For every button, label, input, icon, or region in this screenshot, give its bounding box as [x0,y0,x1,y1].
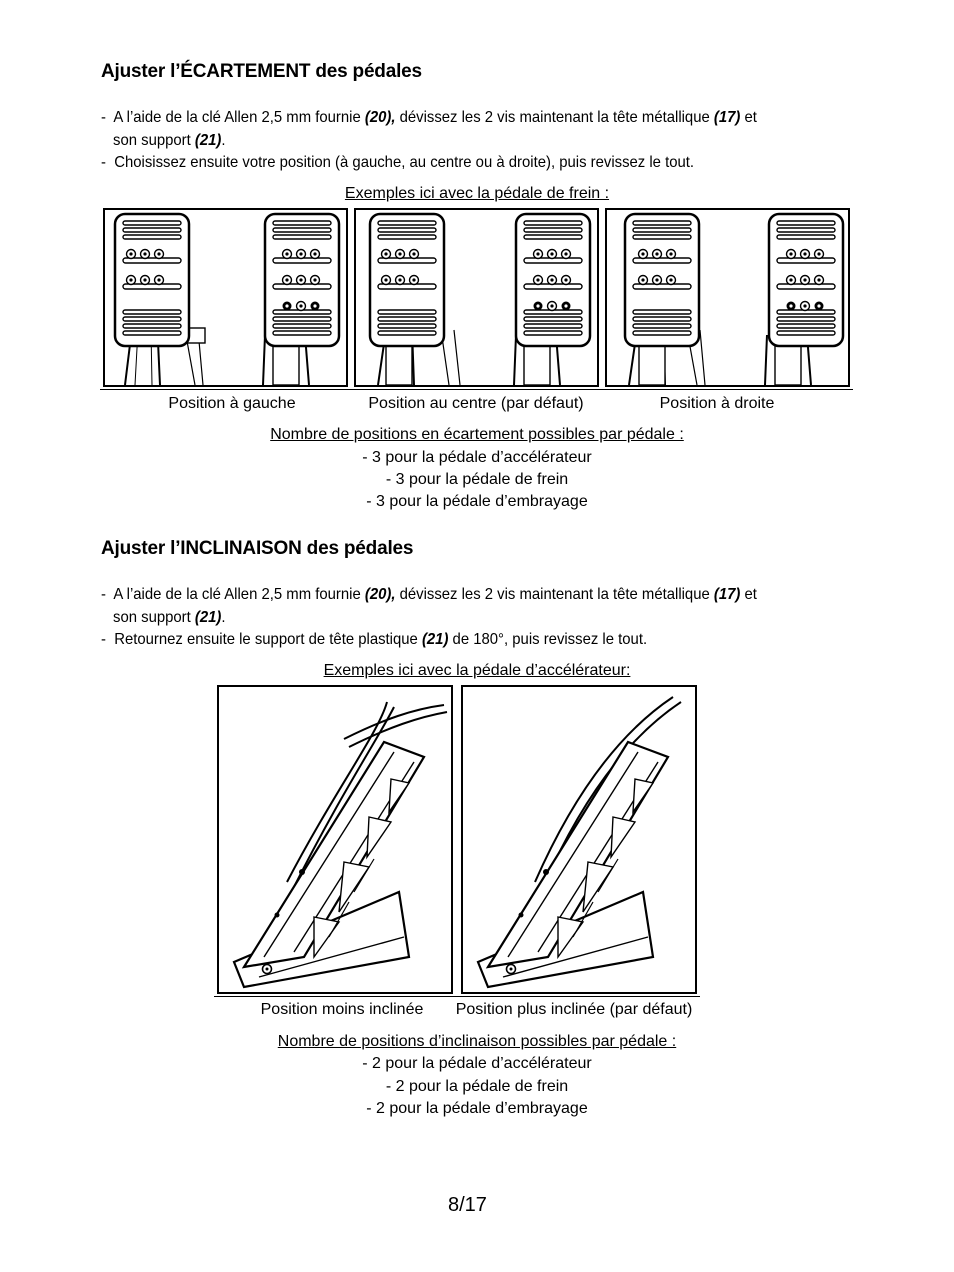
instruction-text: A l’aide de la clé Allen 2,5 mm fournie [113,586,365,603]
count-heading: Nombre de positions d’inclinaison possibles par pédale : [277,1033,677,1050]
part-ref: (17) [713,586,741,603]
caption-right: Position à droite [659,395,775,412]
instruction-text: dévissez les 2 vis maintenant la tête métallique [395,109,714,126]
section-title-inclination: Ajuster l’INCLINAISON des pédales [101,538,414,559]
examples-heading: Exemples ici avec la pédale d’accélérateur: [323,662,631,679]
instruction-text: dévissez les 2 vis maintenant la tête métallique [395,586,714,603]
instruction-line: - Choisissez ensuite votre position (à gauche, au centre ou à droite), puis revissez le tout. [101,154,695,171]
caption-rule [100,389,853,390]
brake-center-illustration [354,208,599,387]
instruction-text: Choisissez ensuite votre position (à gauche, au centre ou à droite), puis revissez le tout. [114,154,695,171]
count-line: - 3 pour la pédale d’embrayage [366,493,588,510]
caption-less-inclined: Position moins inclinée [260,1001,424,1018]
instruction-text: A l’aide de la clé Allen 2,5 mm fournie [113,109,365,126]
instruction-line: - Retournez ensuite le support de tête plastique (21) de 180°, puis revissez le tout. [101,631,648,648]
part-ref: (21) [194,609,222,626]
count-heading: Nombre de positions en écartement possibles par pédale : [270,426,684,443]
count-line: - 2 pour la pédale d’embrayage [366,1100,588,1117]
instruction-text: de 180°, puis revissez le tout. [448,631,648,648]
brake-left-illustration [103,208,348,387]
section-title-spacing: Ajuster l’ÉCARTEMENT des pédales [101,61,422,82]
accel-more-inclined-illustration [461,685,697,994]
instruction-text: et [740,109,757,126]
instruction-text: . [221,609,226,626]
instruction-line [113,130,226,152]
count-line: - 2 pour la pédale d’accélérateur [362,1055,592,1072]
part-ref: (21) [194,132,222,149]
count-line: - 2 pour la pédale de frein [385,1078,569,1095]
brake-right-illustration [605,208,850,387]
caption-left: Position à gauche [168,395,296,412]
accel-less-inclined-illustration [217,685,453,994]
instruction-text: . [221,132,226,149]
instruction-text: son support [113,609,195,626]
part-ref: (21) [421,631,449,648]
caption-rule [214,996,700,997]
instruction-line: - A l’aide de la clé Allen 2,5 mm fournie (20), dévissez les 2 vis maintenant la tête métallique (17) et [101,109,757,126]
count-line: - 3 pour la pédale d’accélérateur [362,449,592,466]
part-ref: (20), [364,109,396,126]
instruction-line: - A l’aide de la clé Allen 2,5 mm fournie (20), dévissez les 2 vis maintenant la tête métallique (17) et [101,586,757,603]
part-ref: (20), [364,586,396,603]
examples-heading: Exemples ici avec la pédale de frein : [344,185,610,202]
count-line: - 3 pour la pédale de frein [385,471,569,488]
page-number: 8/17 [448,1194,487,1216]
instruction-text: Retournez ensuite le support de tête plastique [114,631,422,648]
caption-more-inclined: Position plus inclinée (par défaut) [455,1001,693,1018]
instruction-text: son support [113,132,195,149]
instruction-line [113,607,226,629]
instruction-text: et [740,586,757,603]
part-ref: (17) [713,109,741,126]
caption-center: Position au centre (par défaut) [368,395,584,412]
